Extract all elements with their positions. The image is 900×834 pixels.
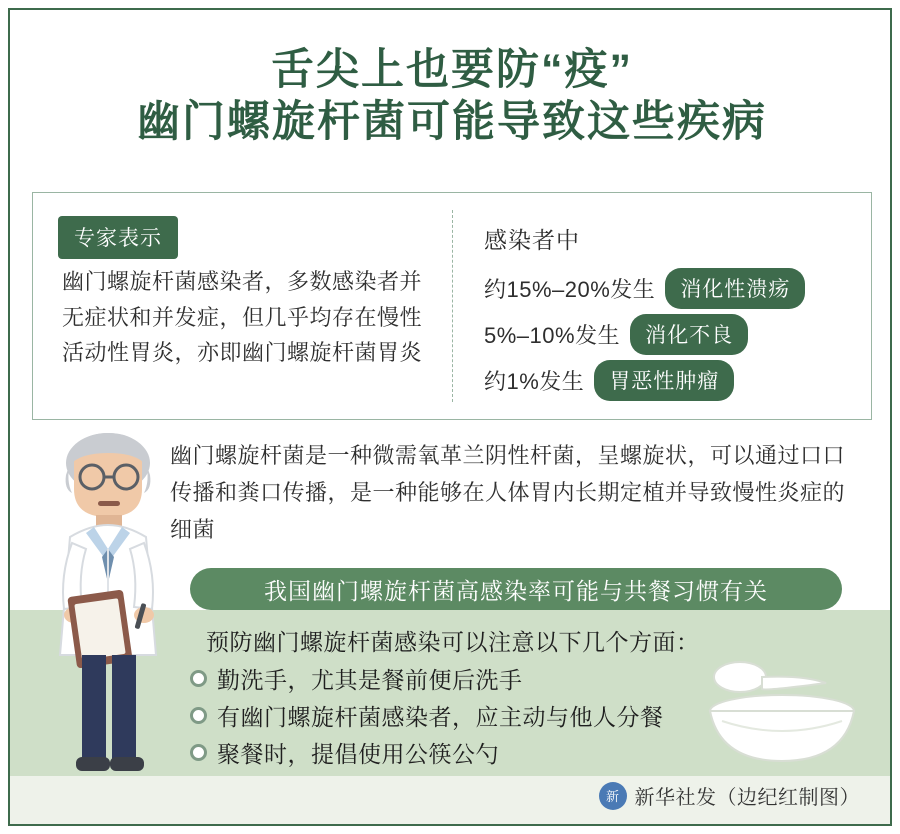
prevention-item-1: 勤洗手，尤其是餐前便后洗手 [217,667,523,693]
title-line-2: 幽门螺旋杆菌可能导致这些疾病 [137,98,767,147]
prevention-title: 预防幽门螺旋杆菌感染可以注意以下几个方面： [206,629,700,655]
stat-text-2: 5%–10%发生 [484,323,621,348]
stat-row-3 [484,360,734,401]
infographic-frame [8,8,892,826]
stat-text-1: 约15%–20%发生 [484,277,656,302]
prevention-item-3: 聚餐时，提倡使用公筷公勺 [217,741,499,767]
stat-text-3: 约1%发生 [484,369,585,394]
prevention-item-2: 有幽门螺旋杆菌感染者，应主动与他人分餐 [217,704,664,730]
info-box-divider [452,210,453,402]
doctor-illustration [30,425,200,780]
description-text: 幽门螺旋杆菌是一种微需氧革兰阴性杆菌，呈螺旋状，可以通过口口传播和粪口传播，是一种能够在人体胃内长期定植并导致慢性炎症的细菌 [170,443,846,542]
expert-text: 幽门螺旋杆菌感染者，多数感染者并无症状和并发症，但几乎均存在慢性活动性胃炎，亦即幽门螺旋杆菌胃炎 [62,269,423,366]
title-line-1: 舌尖上也要防“疫” [271,46,633,94]
highlight-banner: 我国幽门螺旋杆菌高感染率可能与共餐习惯有关 [190,568,842,610]
bowl-and-spoon-illustration [670,655,880,775]
infected-heading: 感染者中 [484,227,580,253]
footer [599,781,861,810]
stat-row-1 [484,268,805,309]
stat-pill-1: 消化性溃疡 [665,268,805,309]
page-title [10,44,892,149]
stat-pill-3: 胃恶性肿瘤 [594,360,734,401]
stat-row-2 [484,314,748,355]
stat-pill-2: 消化不良 [630,314,748,355]
footer-credit: 新华社发（边纪红制图） [634,787,860,809]
xinhua-logo-icon: 新 [599,782,627,810]
expert-tag: 专家表示 [58,216,178,259]
